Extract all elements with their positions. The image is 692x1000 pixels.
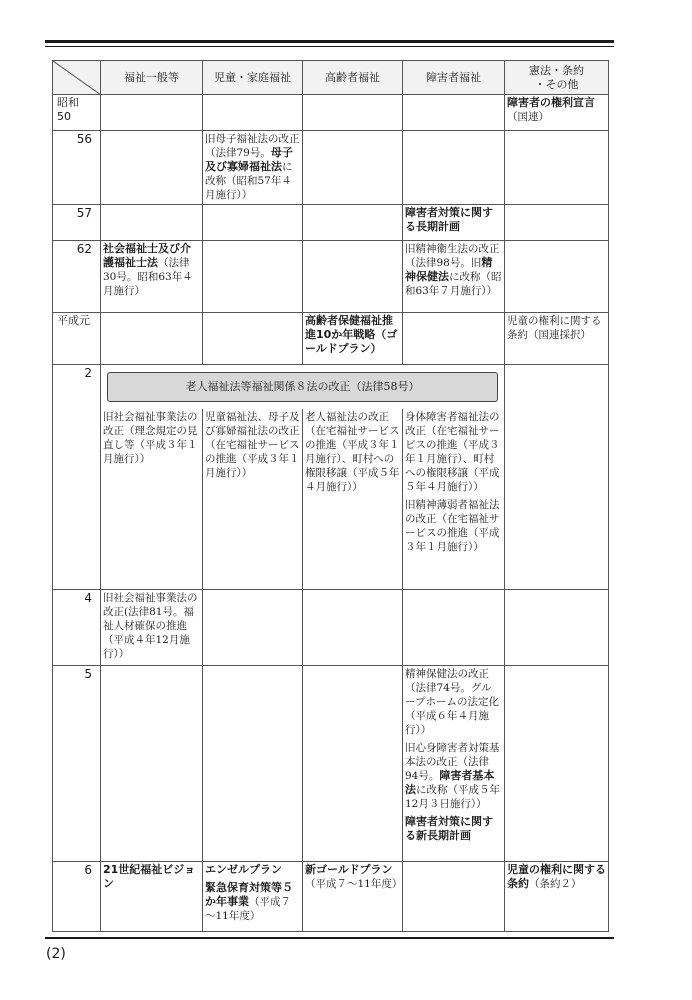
col-header-law: 憲法・条約 ・その他 (505, 61, 609, 95)
list-item: 障害者の権利宣言（国連） (505, 95, 609, 131)
table-row (53, 131, 609, 205)
bottom-rule (45, 937, 614, 939)
list-item: 高齢者保健福祉推進10か年戦略（ゴールドプラン） (303, 313, 403, 365)
list-item: 精神保健法の改正（法律74号。グループホームの法定化（平成６年４月施行）） 旧心身障害者対策基本法の改正（法律94号。障害者基本法に改称（平成５年12月３日施行）） 障害者対策に関する新長期計画 (403, 665, 505, 861)
list-item: 老人福祉法の改正（在宅福祉サービスの推進（平成３年１月施行）、町村への権限移譲（平成５年４月施行）） (303, 409, 403, 589)
table-row (53, 205, 609, 241)
corner-cell (53, 61, 101, 95)
col-header-child: 児童・家庭福祉 (203, 61, 303, 95)
list-item: 障害者対策に関する長期計画 (403, 205, 505, 241)
list-item: 児童の権利に関する条約（国連採択） (505, 313, 609, 365)
table-row (53, 589, 609, 665)
top-rule (45, 40, 614, 43)
table-row (53, 241, 609, 313)
list-item: 新ゴールドプラン（平成７～11年度） (303, 861, 403, 931)
year-cell: 57 (53, 205, 101, 241)
year-cell: 6 (53, 861, 101, 931)
year-cell: 昭和50 (53, 95, 101, 131)
year-cell: 5 (53, 665, 101, 861)
list-item: 旧社会福祉事業法の改正（理念規定の見直し等（平成３年１月施行）） (101, 409, 203, 589)
year-cell: 平成元 (53, 313, 101, 365)
col-header-general: 福祉一般等 (101, 61, 203, 95)
list-item: 21世紀福祉ビジョン (101, 861, 203, 931)
table-row (53, 665, 609, 861)
list-item: 旧母子福祉法の改正（法律79号。母子及び寡婦福祉法に改称（昭和57年４月施行）） (203, 131, 303, 205)
col-header-elderly: 高齢者福祉 (303, 61, 403, 95)
year-cell: 56 (53, 131, 101, 205)
table-header-row (53, 61, 609, 95)
list-item: 児童の権利に関する条約（条約２） (505, 861, 609, 931)
list-item: 旧社会福祉事業法の改正(法律81号。福祉人材確保の推進（平成４年12月施行）） (101, 589, 203, 665)
col-header-disabled: 障害者福祉 (403, 61, 505, 95)
year-cell: 2 (53, 365, 101, 590)
list-item: 社会福祉士及び介護福祉士法（法律30号。昭和63年４月施行） (101, 241, 203, 313)
table-row (53, 95, 609, 131)
table-row (53, 861, 609, 931)
page-number: (2) (46, 946, 66, 962)
banner-eight-laws: 老人福祉法等福祉関係８法の改正（法律58号） (107, 372, 498, 402)
list-item: 児童福祉法、母子及び寡婦福祉法の改正（在宅福祉サービスの推進（平成３年１月施行）） (203, 409, 303, 589)
list-item: 身体障害者福祉法の改正（在宅福祉サービスの推進（平成３年１月施行）、町村への権限移譲（平成５年４月施行）） 旧精神薄弱者福祉法の改正（在宅福祉サービスの推進（平成３年１月施行）） (403, 409, 505, 589)
table-row (53, 365, 609, 410)
diagonal-line (53, 61, 101, 95)
table-row (53, 313, 609, 365)
list-item: エンゼルプラン 緊急保育対策等５か年事業（平成７～11年度） (203, 861, 303, 931)
welfare-history-table (52, 60, 608, 926)
top-rule-thin (45, 46, 614, 47)
year-cell: 4 (53, 589, 101, 665)
list-item: 旧精神衛生法の改正（法律98号。旧精神保健法に改称（昭和63年７月施行）） (403, 241, 505, 313)
year-cell: 62 (53, 241, 101, 313)
